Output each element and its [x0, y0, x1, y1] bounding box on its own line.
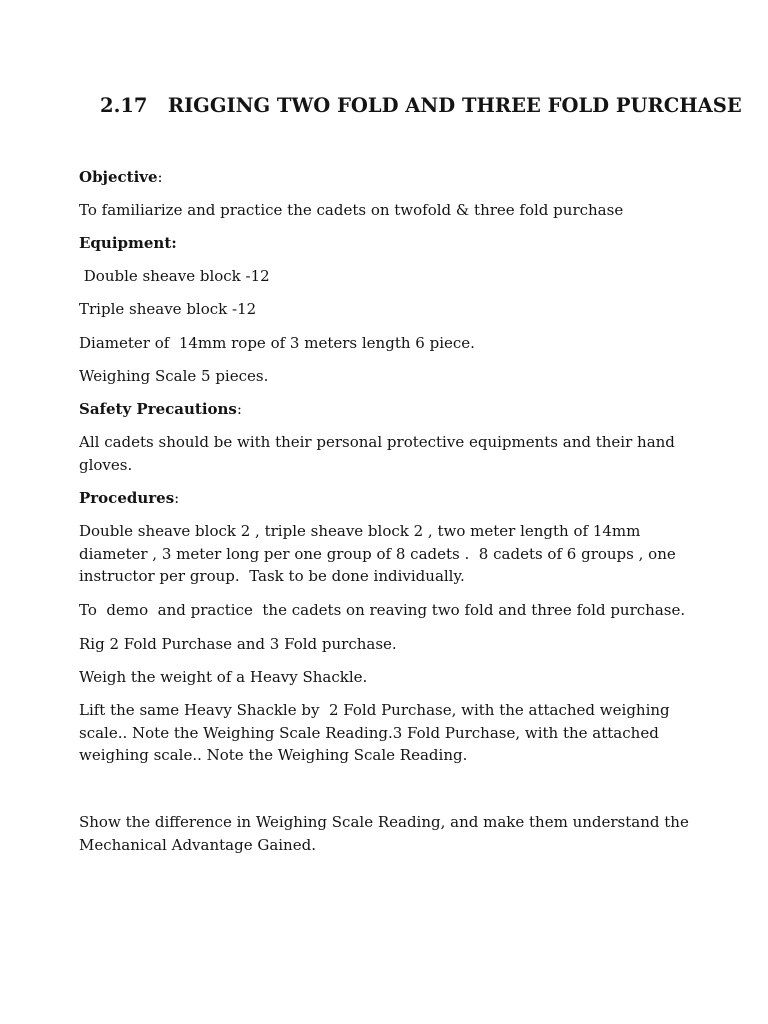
procedures-heading	[79, 487, 689, 510]
safety-heading-colon: :	[236, 400, 242, 418]
document-title: 2.17 RIGGING TWO FOLD AND THREE FOLD PURCHASE	[100, 94, 742, 117]
objective-heading	[79, 166, 689, 189]
equipment-item: Weighing Scale 5 pieces.	[79, 367, 269, 385]
procedures-heading-colon: :	[174, 489, 180, 507]
safety-text: All cadets should be with their personal protective equipments and their hand gloves.	[79, 433, 680, 474]
equipment-item: Triple sheave block -12	[79, 300, 257, 318]
equipment-item: Diameter of 14mm rope of 3 meters length 6 piece.	[79, 334, 475, 352]
objective-text: To familiarize and practice the cadets on twofold & three fold purchase	[79, 201, 624, 219]
procedure-paragraph: Show the difference in Weighing Scale Reading, and make them understand the Mechanical Advantage Gained.	[79, 813, 694, 854]
procedure-paragraph: Rig 2 Fold Purchase and 3 Fold purchase.	[79, 635, 397, 653]
objective-heading-colon: :	[157, 168, 163, 186]
safety-heading-label: Safety Precautions	[79, 400, 237, 418]
procedures-heading-label: Procedures	[79, 489, 175, 507]
safety-heading	[79, 398, 689, 421]
procedure-paragraph: Double sheave block 2 , triple sheave block 2 , two meter length of 14mm diameter , 3 meter long per one group of 8 cadets . 8 cadets of 6 groups , one instructor per group. Task to be done individually.	[79, 522, 681, 585]
equipment-item: Double sheave block -12	[79, 267, 270, 285]
procedure-paragraph: Weigh the weight of a Heavy Shackle.	[79, 668, 368, 686]
equipment-heading: Equipment:	[79, 234, 177, 252]
procedure-paragraph: Lift the same Heavy Shackle by 2 Fold Purchase, with the attached weighing scale.. Note the Weighing Scale Reading.3 Fold Purchase, with the attached weighing scale.. Note the Weighing Scale Reading.	[79, 701, 675, 764]
procedure-paragraph: To demo and practice the cadets on reaving two fold and three fold purchase.	[79, 601, 686, 619]
objective-heading-label: Objective	[79, 168, 158, 186]
